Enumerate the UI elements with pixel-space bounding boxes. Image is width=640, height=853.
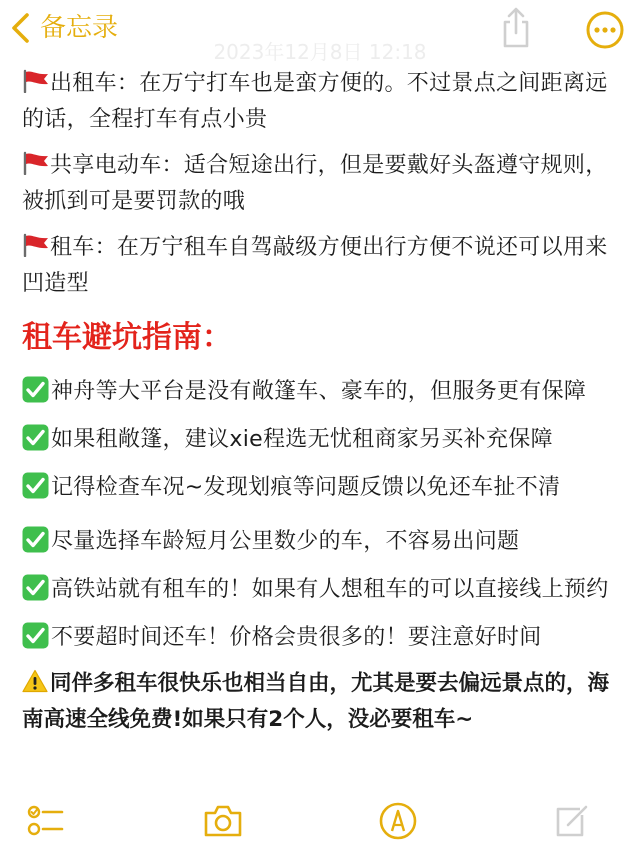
warning-note (22, 666, 620, 738)
tip-item (22, 470, 620, 506)
red-flag-icon (22, 233, 50, 257)
check-mark-icon (22, 376, 49, 403)
tip-text: 神舟等大平台是没有敞篷车、豪车的，但服务更有保障 (51, 379, 587, 404)
markup-pen-icon[interactable] (378, 801, 418, 841)
check-mark-icon (22, 622, 49, 649)
tip-text: 尽量选择车龄短月公里数少的车，不容易出问题 (51, 529, 520, 554)
navigation-bar (0, 0, 640, 64)
tip-text: 高铁站就有租车的！如果有人想租车的可以直接线上预约 (51, 577, 609, 602)
check-mark-icon (22, 574, 49, 601)
list-item-text: 出租车：在万宁打车也是蛮方便的。不过景点之间距离远的话，全程打车有点小贵 (22, 71, 608, 132)
list-item-text: 租车：在万宁租车自驾敲级方便出行方便不说还可以用来凹造型 (22, 235, 608, 296)
tip-text: 不要超时间还车！价格会贵很多的！要注意好时间 (51, 625, 542, 650)
list-item (22, 66, 620, 138)
back-label: 备忘录 (40, 13, 119, 43)
checklist-icon[interactable] (26, 801, 66, 841)
note-body[interactable] (22, 66, 620, 738)
tip-item (22, 572, 620, 608)
check-mark-icon (22, 472, 49, 499)
red-flag-icon (22, 151, 50, 175)
section-heading: 租车避坑指南： (22, 320, 232, 355)
bottom-toolbar (0, 793, 640, 853)
compose-icon[interactable] (552, 801, 592, 841)
warning-text: 同伴多租车很快乐也相当自由，尤其是要去偏远景点的，海南高速全线免费!如果只有2个人，没必要租车~ (22, 671, 610, 732)
tip-item (22, 374, 620, 410)
tip-item (22, 620, 620, 656)
check-mark-icon (22, 424, 49, 451)
tip-item (22, 524, 620, 560)
list-item (22, 148, 620, 220)
tip-item (22, 422, 620, 458)
tip-text: 记得检查车况~发现划痕等问题反馈以免还车扯不清 (51, 475, 561, 500)
tip-text: 如果租敞篷，建议xie程选无忧租商家另买补充保障 (51, 427, 553, 452)
list-item-text: 共享电动车：适合短途出行，但是要戴好头盔遵守规则，被抓到可是要罚款的哦 (22, 153, 608, 214)
check-mark-icon (22, 526, 49, 553)
red-flag-icon (22, 69, 50, 93)
list-item (22, 230, 620, 302)
note-timestamp: 2023年12月8日 12:18 (213, 40, 427, 64)
camera-icon[interactable] (202, 801, 244, 841)
warning-icon (22, 669, 48, 693)
